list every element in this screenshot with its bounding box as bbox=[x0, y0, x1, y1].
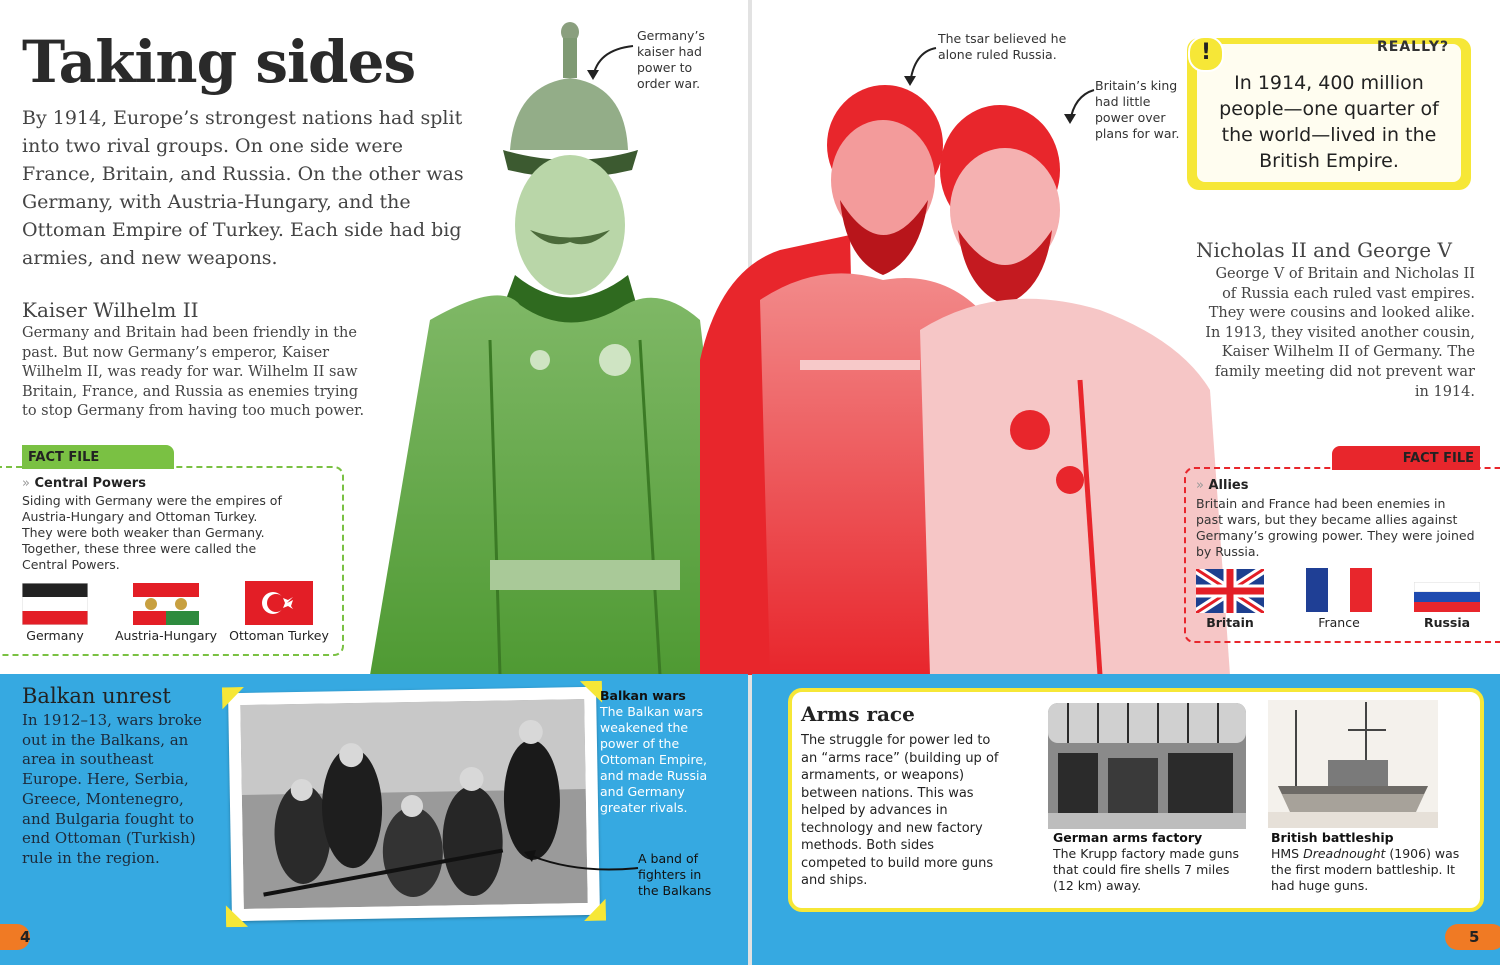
arms-factory-heading: German arms factory bbox=[1053, 830, 1203, 845]
allies-heading: » Allies bbox=[1196, 478, 1249, 493]
flag-label-russia: Russia bbox=[1423, 615, 1471, 630]
battleship-photo bbox=[1268, 700, 1438, 828]
battleship-body-prefix: HMS bbox=[1271, 846, 1304, 861]
balkan-photo-frame bbox=[228, 687, 600, 921]
king-caption: Britain’s king had little power over plans for war. bbox=[1095, 78, 1180, 141]
really-box bbox=[1187, 38, 1471, 190]
page-number-right bbox=[1445, 924, 1500, 950]
fact-file-tab-right: FACT FILE bbox=[1332, 446, 1480, 470]
tsar-caption: The tsar believed he alone ruled Russia. bbox=[938, 31, 1067, 62]
central-powers-heading-text: Central Powers bbox=[34, 476, 146, 491]
page-number-left bbox=[0, 924, 30, 950]
fighters-caption: A band of fighters in the Balkans bbox=[638, 851, 712, 898]
flag-label-ottoman-turkey: Ottoman Turkey bbox=[229, 628, 329, 643]
fighters-pointer-arrow bbox=[518, 848, 640, 878]
arms-factory-photo bbox=[1048, 703, 1246, 829]
flag-label-austria-hungary: Austria-Hungary bbox=[114, 628, 218, 643]
nicholas-and-george-photo bbox=[700, 60, 1235, 675]
arms-factory-body: The Krupp factory made guns that could fire shells 7 miles (12 km) away. bbox=[1053, 846, 1240, 893]
austria-hungary-flag-icon bbox=[133, 583, 199, 625]
flag-label-germany: Germany bbox=[26, 628, 84, 643]
photo-corner-bl bbox=[226, 905, 248, 927]
battleship-body bbox=[1271, 846, 1461, 894]
flag-label-france: France bbox=[1318, 615, 1360, 630]
balkan-body: In 1912–13, wars broke out in the Balkans, an area in southeast Europe. Here, Serbia, Greece, Montenegro, and Bulgaria fought to end Ottoman (Turkish) rule in the region. bbox=[22, 711, 202, 867]
battleship-body-suffix: (1906) was the first modern battleship. It had huge guns. bbox=[1271, 846, 1460, 893]
page-title: Taking sides bbox=[22, 28, 416, 96]
nicholas-george-body: George V of Britain and Nicholas II of Russia each ruled vast empires. They were cousins and looked alike. In 1913, they visited another cousin, Kaiser Wilhelm II of Germany. The family meeting did not prevent war in 1914. bbox=[1205, 266, 1475, 400]
allies-heading-text: Allies bbox=[1208, 478, 1249, 493]
page-number-left-text: 4 bbox=[20, 928, 31, 946]
arms-race-body: The struggle for power led to an “arms race” (building up of armaments, or weapons) between nations. This was helped by advances in technology and new factory methods. Both sides competed to build more guns and ships. bbox=[801, 733, 999, 888]
tsar-pointer-arrow bbox=[900, 44, 940, 88]
kaiser-heading: Kaiser Wilhelm II bbox=[22, 298, 199, 322]
kaiser-wilhelm-photo bbox=[370, 20, 750, 675]
kaiser-body: Germany and Britain had been friendly in the past. But now Germany’s emperor, Kaiser Wilhelm II, was ready for war. Wilhelm II saw Britain, France, and Russia as enemies trying to stop Germany from having too much power. bbox=[22, 325, 365, 420]
photo-corner-br bbox=[584, 899, 606, 921]
nicholas-george-heading: Nicholas II and George V bbox=[1196, 238, 1452, 262]
photo-corner-tl bbox=[222, 687, 244, 709]
caption-pointer-arrow bbox=[585, 40, 645, 82]
really-text: In 1914, 400 million people—one quarter of the world—lived in the British Empire. bbox=[1219, 72, 1439, 172]
ottoman-turkey-flag-icon bbox=[245, 581, 313, 625]
page-number-right-text: 5 bbox=[1469, 928, 1480, 946]
britain-flag-icon bbox=[1196, 569, 1264, 613]
kaiser-caption: Germany’s kaiser had power to order war. bbox=[637, 28, 705, 91]
really-label: REALLY? bbox=[1377, 39, 1450, 55]
balkan-heading: Balkan unrest bbox=[22, 684, 171, 708]
battleship-name: Dreadnought bbox=[1303, 846, 1386, 861]
intro-text: By 1914, Europe’s strongest nations had split into two rival groups. On one side were France, Britain, and Russia. On the other was Germany, with Austria-Hungary, and the Ottoman Empire of Turkey. Each side had big armies, and new weapons. bbox=[22, 107, 464, 269]
germany-flag-icon bbox=[22, 583, 88, 625]
france-flag-icon bbox=[1306, 568, 1372, 612]
allies-body: Britain and France had been enemies in past wars, but they became allies against Germany’s growing power. They were joined by Russia. bbox=[1196, 496, 1475, 559]
russia-flag-icon bbox=[1414, 582, 1480, 612]
central-powers-body: Siding with Germany were the empires of Austria-Hungary and Ottoman Turkey. They were both weaker than Germany. Together, these three were called the Central Powers. bbox=[22, 493, 282, 572]
photo-corner-tr bbox=[580, 681, 602, 703]
fact-file-tab: FACT FILE bbox=[22, 445, 174, 469]
battleship-heading: British battleship bbox=[1271, 830, 1394, 845]
balkan-wars-body: The Balkan wars weakened the power of the Ottoman Empire, and made Russia and Germany greater rivals. bbox=[600, 704, 708, 815]
king-pointer-arrow bbox=[1060, 86, 1096, 126]
exclamation-icon: ! bbox=[1188, 36, 1224, 72]
central-powers-heading: » Central Powers bbox=[22, 476, 146, 491]
balkan-wars-heading: Balkan wars bbox=[600, 688, 686, 703]
arms-race-heading: Arms race bbox=[801, 702, 915, 726]
flag-label-britain: Britain bbox=[1206, 615, 1254, 630]
